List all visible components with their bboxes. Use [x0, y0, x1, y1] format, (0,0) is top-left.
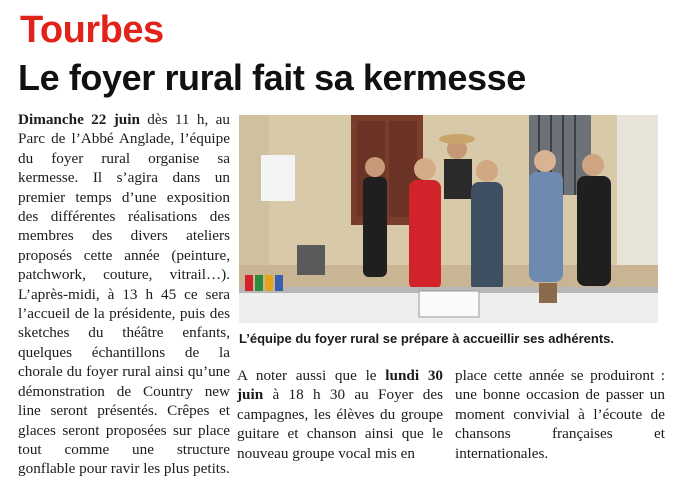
column-2-pre: A noter aussi que le: [237, 367, 377, 384]
event-date: lundi 30 juin: [237, 367, 444, 404]
lead-date: Dimanche 22 juin: [18, 111, 140, 128]
article-headline: Le foyer rural fait sa kermesse: [18, 57, 526, 98]
article-photo: [239, 115, 658, 323]
column-1-text: dès 11 h, au Parc de l’Abbé Anglade, l’équipe du foyer rural organise sa kermesse. Il s’agira dans un premier temps d’une exposition des différentes réalisations des membres des divers ateliers proposés cette année (peinture, patchwork, couture, vitrail…). L’après-midi, à 13 h 45 ce sera l’accueil de la présidente, puis des sketches du théâtre enfants, quelques échantillons de la chorale du foyer rural ainsi qu’une démonstration de Country new line seront présentés. Crêpes et glaces seront proposées sur place tout comme une structure gonflable pour ravir les plus petits.: [18, 111, 230, 478]
article-kicker: Tourbes: [20, 9, 164, 51]
article-column-1: [18, 110, 230, 479]
photo-caption: L’équipe du foyer rural se prépare à accueillir ses adhérents.: [239, 331, 614, 346]
column-2-post: à 18 h 30 au Foyer des campagnes, les élèves du groupe guitare et chanson ainsi que le nouveau groupe vocal mis en: [237, 386, 444, 462]
article-column-3: place cette année se produiront : une bonne occasion de passer un moment convivial à l’écoute de chansons françaises et internationales.: [455, 367, 665, 462]
group-photo-illustration: [239, 115, 658, 323]
article-column-2: [237, 366, 443, 463]
